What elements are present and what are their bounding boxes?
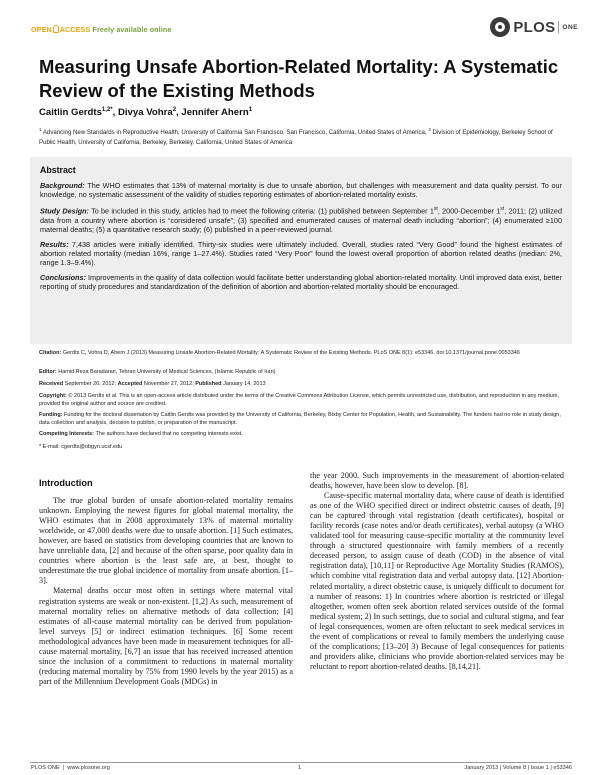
- meta-label: Received: [39, 381, 64, 387]
- author-name: Caitlin Gerdts: [39, 107, 102, 119]
- footer-divider: [30, 762, 572, 763]
- article-title: Measuring Unsafe Abortion-Related Mortality: A Systematic Review of the Existing Methods: [39, 56, 559, 101]
- body-paragraph: the year 2000. Such improvements in the measurement of abortion-related deaths, however, have been slow to develop. [8].: [310, 471, 564, 491]
- open-access-banner: [31, 25, 171, 34]
- author-name: Divya Vohra: [117, 107, 173, 119]
- affiliation-text: Division of Epidemiology, Berkeley School of Public Health, University of California, Berkeley, Berkeley, California, United States of America: [39, 129, 553, 146]
- meta-label: Published: [195, 381, 222, 387]
- meta-label: Competing Interests:: [39, 431, 95, 437]
- section-label: Study Design:: [40, 206, 89, 216]
- editor-line: [39, 368, 565, 376]
- meta-label: Accepted: [117, 381, 143, 387]
- meta-text: September 26, 2012;: [63, 381, 118, 387]
- author-separator: ,: [112, 107, 118, 119]
- meta-text: © 2013 Gerdts et al. This is an open-access article distributed under the terms of the Creative Commons Attribution License, which permits unrestricted use, distribution, and reproduction in any medium, provided the original author and source are credited.: [39, 393, 559, 408]
- body-column-left: [39, 475, 293, 687]
- affiliations: [39, 125, 569, 147]
- body-paragraph: The true global burden of unsafe abortion-related mortality remains unknown. Employing the newest figures for global maternal mortality, the WHO estimates that in 2008 approximately 13% of maternal mortality worldwide, or 47,000 deaths were due to unsafe abortion. [1] Such estimates, however, are based on statistics from developing countries that are known to have unreliable data, [2] and because of the often sparse, poor quality data in countries where abortion is the least safe are, at best, thought to underestimate the true global incidence of mortality from unsafe abortion. [1–3].: [39, 496, 293, 586]
- competing-interests-line: [39, 430, 565, 438]
- footer-journal-name: PLOS ONE: [31, 765, 60, 771]
- meta-label: Editor:: [39, 369, 57, 375]
- body-column-right: [310, 471, 564, 672]
- introduction-heading: Introduction: [39, 478, 93, 488]
- meta-text: January 14, 2013: [221, 381, 266, 387]
- affiliation-text: Advancing New Standards in Reproductive Health, University of California San Francisco, San Francisco, California, United States of America,: [41, 129, 429, 137]
- one-wordmark: ONE: [562, 23, 578, 31]
- corresponding-email: * E-mail: cgerdts@obgyn.ucsf.edu: [39, 444, 123, 450]
- meta-text: November 27, 2012;: [142, 381, 196, 387]
- meta-label: Citation:: [39, 350, 62, 356]
- author-affiliation-sup: 1,2*: [101, 107, 113, 113]
- freely-available-label: Freely available online: [92, 25, 172, 34]
- abstract-conclusions: [40, 273, 562, 291]
- footer-journal: PLOS ONE | www.plosone.org: [31, 765, 110, 771]
- ordinal-sup: st: [500, 206, 505, 213]
- open-access-lock-icon: [53, 25, 59, 33]
- abstract-box: [30, 157, 572, 344]
- section-text: , 2011; (2) utilized data from a country where abortion is “considered unsafe”; (3) specified and enumerated causes of maternal death including “abortion”; (4) enumerated ≥100 maternal deaths; (5) a quantitative research study; (6) published in a peer-reviewed journal.: [40, 206, 562, 234]
- abstract-study-design: [40, 205, 562, 234]
- plos-wordmark: PLOS: [513, 18, 556, 36]
- abstract-heading: Abstract: [40, 165, 76, 175]
- affiliation-number: 1: [39, 127, 42, 132]
- open-label: OPEN: [31, 25, 52, 34]
- author-affiliation-sup: 1: [248, 107, 253, 113]
- author-list: [39, 107, 252, 118]
- plos-one-logo: [490, 17, 578, 37]
- body-paragraph: Maternal deaths occur most often in settings where maternal vital registration systems are weak or non-existent. [1,2] As such, measurement of maternal mortality relies on alternative methods of data collection; [4] estimates of all-cause maternal mortality can be derived from population-level surveys [5] or indirect estimation techniques. [6] Some recent methodological advances have been made in measurement techniques for all-cause maternal mortality, [6,7] an issue that has received increased attention since the inclusion of a commitment to reductions in maternal mortality (reducing maternal mortality by 75% from 1990 levels by the year 2015) as a part of the Millennium Development Goals (MDGs) in: [39, 586, 293, 686]
- copyright-line: [39, 392, 565, 408]
- logo-divider: [558, 21, 559, 33]
- ordinal-sup: st: [433, 206, 438, 213]
- meta-text: Gerdts C, Vohra D, Ahern J (2013) Measuring Unsafe Abortion-Related Mortality: A Systematic Review of the Existing Methods. PLoS ONE 8(1): e53346. doi:10.1371/journal.pone.0053346: [61, 350, 520, 356]
- section-text: To be included in this study, articles had to meet the following criteria: (1) published between September 1: [88, 206, 434, 216]
- author-name: Jennifer Ahern: [181, 107, 249, 119]
- footer-page-number: 1: [298, 765, 302, 771]
- dates-line: [39, 380, 565, 388]
- meta-label: Funding:: [39, 412, 63, 418]
- body-paragraph: Cause-specific maternal mortality data, where cause of death is identified as one of the WHO specified direct or indirect obstetric causes of death, [9] can be captured through vital registration (death certificates), hospital or facility records (case notes and/or death certificates), verbal autopsy (a WHO validated tool for measuring cause-specific mortality at the community level through a structured questionnaire with family members of a recently deceased person, to assign cause of death (COD) in the absence of vital registration data), [10,11] or Reproductive Age Mortality Studies (RAMOS), which combine vital registration data and verbal autopsy data. [12] Abortion-related mortality, a direct obstetric cause, is uniquely difficult to document for a number of reasons: 1) In countries where abortion is restricted or illegal altogether, women often seek abortion related services outside of the formal medical system; 2) In such settings, due to social and cultural stigma, and fear of legal consequences, women are often reluctant to seek medical services in the event of complications or reveal to family members the underlying cause of the complications; [13–20] 3) Because of legal consequences for patients and providers alike, clinicians who provide abortion-related services may be reluctant to report abortion-related deaths. [8,14,21].: [310, 491, 564, 671]
- affiliation-number: 2: [428, 127, 431, 132]
- email-line: [39, 443, 565, 451]
- meta-text: Funding for the doctoral dissertation by Caitlin Gerdts was provided by the University of California, Berkeley, Bixby Center for Population, Health, and Sustainability. The funders had no role in study design, data collection and analysis, decision to publish, or preparation of the manuscript.: [39, 412, 561, 427]
- meta-text: Hamid Reza Baradaran, Tehran University of Medical Sciences, (Islamic Republic of Iran): [56, 369, 276, 375]
- meta-text: The authors have declared that no competing interests exist.: [94, 431, 243, 437]
- section-text: , 2000-December 1: [437, 206, 501, 216]
- section-label: Background:: [40, 181, 85, 190]
- abstract-background: [40, 181, 562, 199]
- citation-line: [39, 349, 565, 357]
- footer-issue-info: January 2013 | Volume 8 | Issue 1 | e53346: [464, 765, 572, 771]
- author-affiliation-sup: 2: [172, 107, 177, 113]
- section-label: Conclusions:: [40, 273, 86, 283]
- section-text: 7,438 articles were initially identified. Thirty-six studies were ultimately included. Overall, studies rated “Very Good” found the highest estimates of abortion related mortality (median 16%, range 1–27.4%). Studies rated “Very Poor” found the lowest overall proportion of abortion related deaths (median: 2%, range 1.3–9.4%).: [40, 239, 562, 268]
- funding-line: [39, 411, 565, 427]
- section-label: Results:: [40, 239, 69, 249]
- author-separator: ,: [176, 107, 182, 119]
- meta-label: Copyright:: [39, 393, 67, 399]
- access-label: ACCESS: [59, 25, 91, 34]
- section-text: Improvements in the quality of data collection would facilitate better understanding global abortion-related mortality. Until improved data exist, better reporting of study procedures and standardization of the definition of abortion and abortion-related mortality should be encouraged.: [40, 273, 562, 292]
- plos-logo-icon: [490, 17, 510, 37]
- abstract-results: [40, 240, 562, 267]
- footer-url[interactable]: www.plosone.org: [67, 765, 110, 771]
- section-text: The WHO estimates that 13% of maternal mortality is due to unsafe abortion, but challenges with measurement and data quality persist. To our knowledge, no systematic assessment of the validity of studies reporting estimates of abortion-related mortality exists.: [40, 181, 562, 200]
